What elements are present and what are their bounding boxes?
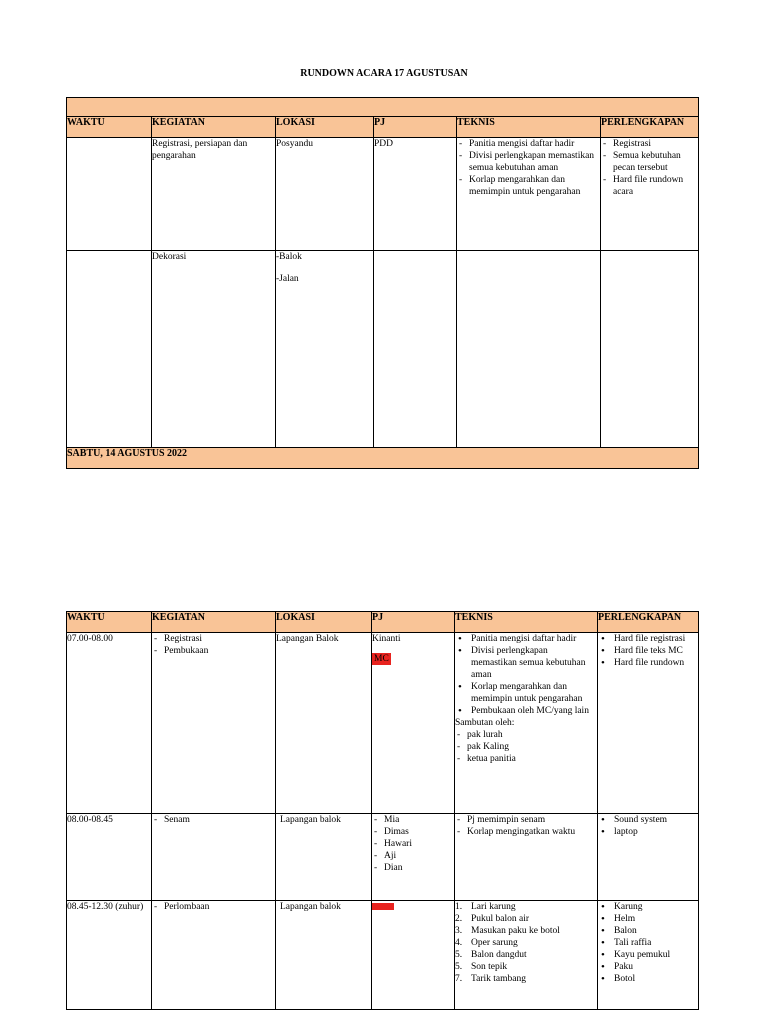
list-item: • Kayu pemukul <box>598 949 696 961</box>
list-item: - Registrasi <box>601 138 696 150</box>
list-item: 4. Oper sarung <box>455 938 518 948</box>
list-item: - pak lurah <box>455 729 595 741</box>
list-item: • Sound system <box>598 814 696 826</box>
cell-lokasi: Lapangan balok <box>276 814 372 901</box>
cell-teknis <box>455 901 598 1010</box>
cell-waktu <box>67 251 152 448</box>
cell-pj <box>372 633 455 814</box>
list-item: - pak Kaling <box>455 741 595 753</box>
list-item: - Perlombaan <box>152 901 273 913</box>
header-pj: PJ <box>374 117 457 138</box>
list-item: • Hard file registrasi <box>598 633 696 645</box>
list-item: - Hard file rundown acara <box>601 174 696 198</box>
cell-lokasi: Lapangan Balok <box>276 633 372 814</box>
cell-pj <box>374 251 457 448</box>
table-header-row <box>67 612 699 633</box>
pj-highlight-mark <box>372 903 394 910</box>
lokasi-line: -Jalan <box>276 274 299 284</box>
table-header-row <box>67 117 699 138</box>
cell-pj <box>372 814 455 901</box>
lokasi-line: -Balok <box>276 252 302 262</box>
list-item: • Divisi perlengkapan memastikan semua kebutuhan aman <box>455 645 595 681</box>
date-row <box>67 448 699 469</box>
list-item: 2. Pukul balon air <box>455 914 530 924</box>
cell-teknis <box>457 251 601 448</box>
cell-perlengkapan <box>598 633 699 814</box>
cell-teknis <box>455 633 598 814</box>
cell-perlengkapan <box>601 138 699 251</box>
header-waktu: WAKTU <box>67 117 152 138</box>
list-item: - Mia <box>372 814 452 826</box>
page-title: RUNDOWN ACARA 17 AGUSTUSAN <box>300 68 468 79</box>
cell-kegiatan <box>152 814 276 901</box>
header-lokasi: LOKASI <box>276 117 374 138</box>
list-item: • laptop <box>598 826 696 838</box>
cell-kegiatan: Dekorasi <box>152 251 276 448</box>
list-item: • Tali raffia <box>598 937 696 949</box>
list-item: • Panitia mengisi daftar hadir <box>455 633 595 645</box>
list-item: - Hawari <box>372 838 452 850</box>
list-item: • Karung <box>598 901 696 913</box>
table-row <box>67 138 699 251</box>
list-item: - Korlap mengarahkan dan memimpin untuk pengarahan <box>457 174 598 198</box>
list-item: - ketua panitia <box>455 753 595 765</box>
cell-kegiatan <box>152 901 276 1010</box>
cell-pj <box>372 901 455 1010</box>
list-item: • Pembukaan oleh MC/yang lain <box>455 705 595 717</box>
list-item: • Helm <box>598 913 696 925</box>
list-item: - Divisi perlengkapan memastikan semua kebutuhan aman <box>457 150 598 174</box>
list-item: 7. Tarik tambang <box>455 974 526 984</box>
date-label: SABTU, 14 AGUSTUS 2022 <box>67 448 699 469</box>
header-kegiatan: KEGIATAN <box>152 612 276 633</box>
list-item: 5. Son tepik <box>455 962 508 972</box>
rundown-table-2 <box>66 611 699 1010</box>
header-lokasi: LOKASI <box>276 612 372 633</box>
cell-kegiatan <box>152 633 276 814</box>
cell-teknis <box>455 814 598 901</box>
cell-perlengkapan <box>598 814 699 901</box>
list-item: • Hard file teks MC <box>598 645 696 657</box>
table-row <box>67 633 699 814</box>
cell-waktu: 07.00-08.00 <box>67 633 152 814</box>
cell-lokasi: Lapangan balok <box>276 901 372 1010</box>
list-item: - Dian <box>372 862 452 874</box>
cell-pj: PDD <box>374 138 457 251</box>
header-pj: PJ <box>372 612 455 633</box>
header-kegiatan: KEGIATAN <box>152 117 276 138</box>
table-row <box>67 814 699 901</box>
cell-waktu <box>67 138 152 251</box>
table-row <box>67 901 699 1010</box>
list-item: 5. Balon dangdut <box>455 950 527 960</box>
cell-waktu: 08.00-08.45 <box>67 814 152 901</box>
list-item: • Balon <box>598 925 696 937</box>
list-item: - Korlap mengingatkan waktu <box>455 826 595 838</box>
table-row <box>67 251 699 448</box>
cell-teknis <box>457 138 601 251</box>
cell-perlengkapan <box>598 901 699 1010</box>
header-perlengkapan: PERLENGKAPAN <box>598 612 699 633</box>
header-perlengkapan: PERLENGKAPAN <box>601 117 699 138</box>
list-item: - Pj memimpin senam <box>455 814 595 826</box>
list-item: • Hard file rundown <box>598 657 696 669</box>
cell-lokasi <box>276 251 374 448</box>
list-item: - Panitia mengisi daftar hadir <box>457 138 598 150</box>
list-item: - Dimas <box>372 826 452 838</box>
header-teknis: TEKNIS <box>457 117 601 138</box>
header-waktu: WAKTU <box>67 612 152 633</box>
cell-waktu: 08.45-12.30 (zuhur) <box>67 901 152 1010</box>
list-item: - Registrasi <box>152 633 273 645</box>
rundown-table-1 <box>66 97 699 469</box>
header-band <box>67 98 699 117</box>
list-item: - Aji <box>372 850 452 862</box>
list-item: • Botol <box>598 973 696 985</box>
list-item: - Pembukaan <box>152 645 273 657</box>
cell-kegiatan: Registrasi, persiapan dan pengarahan <box>152 138 276 251</box>
list-item: - Senam <box>152 814 273 826</box>
pj-mc-highlight: MC <box>374 654 389 664</box>
list-item: - Semua kebutuhan pecan tersebut <box>601 150 696 174</box>
list-item: • Paku <box>598 961 696 973</box>
list-item: • Korlap mengarahkan dan memimpin untuk pengarahan <box>455 681 595 705</box>
list-item: 1. Lari karung <box>455 902 516 912</box>
pj-name: Kinanti <box>372 634 401 644</box>
sambutan-label: Sambutan oleh: <box>455 718 515 728</box>
cell-perlengkapan <box>601 251 699 448</box>
list-item: 3. Masukan paku ke botol <box>455 926 560 936</box>
cell-lokasi: Posyandu <box>276 138 374 251</box>
header-teknis: TEKNIS <box>455 612 598 633</box>
